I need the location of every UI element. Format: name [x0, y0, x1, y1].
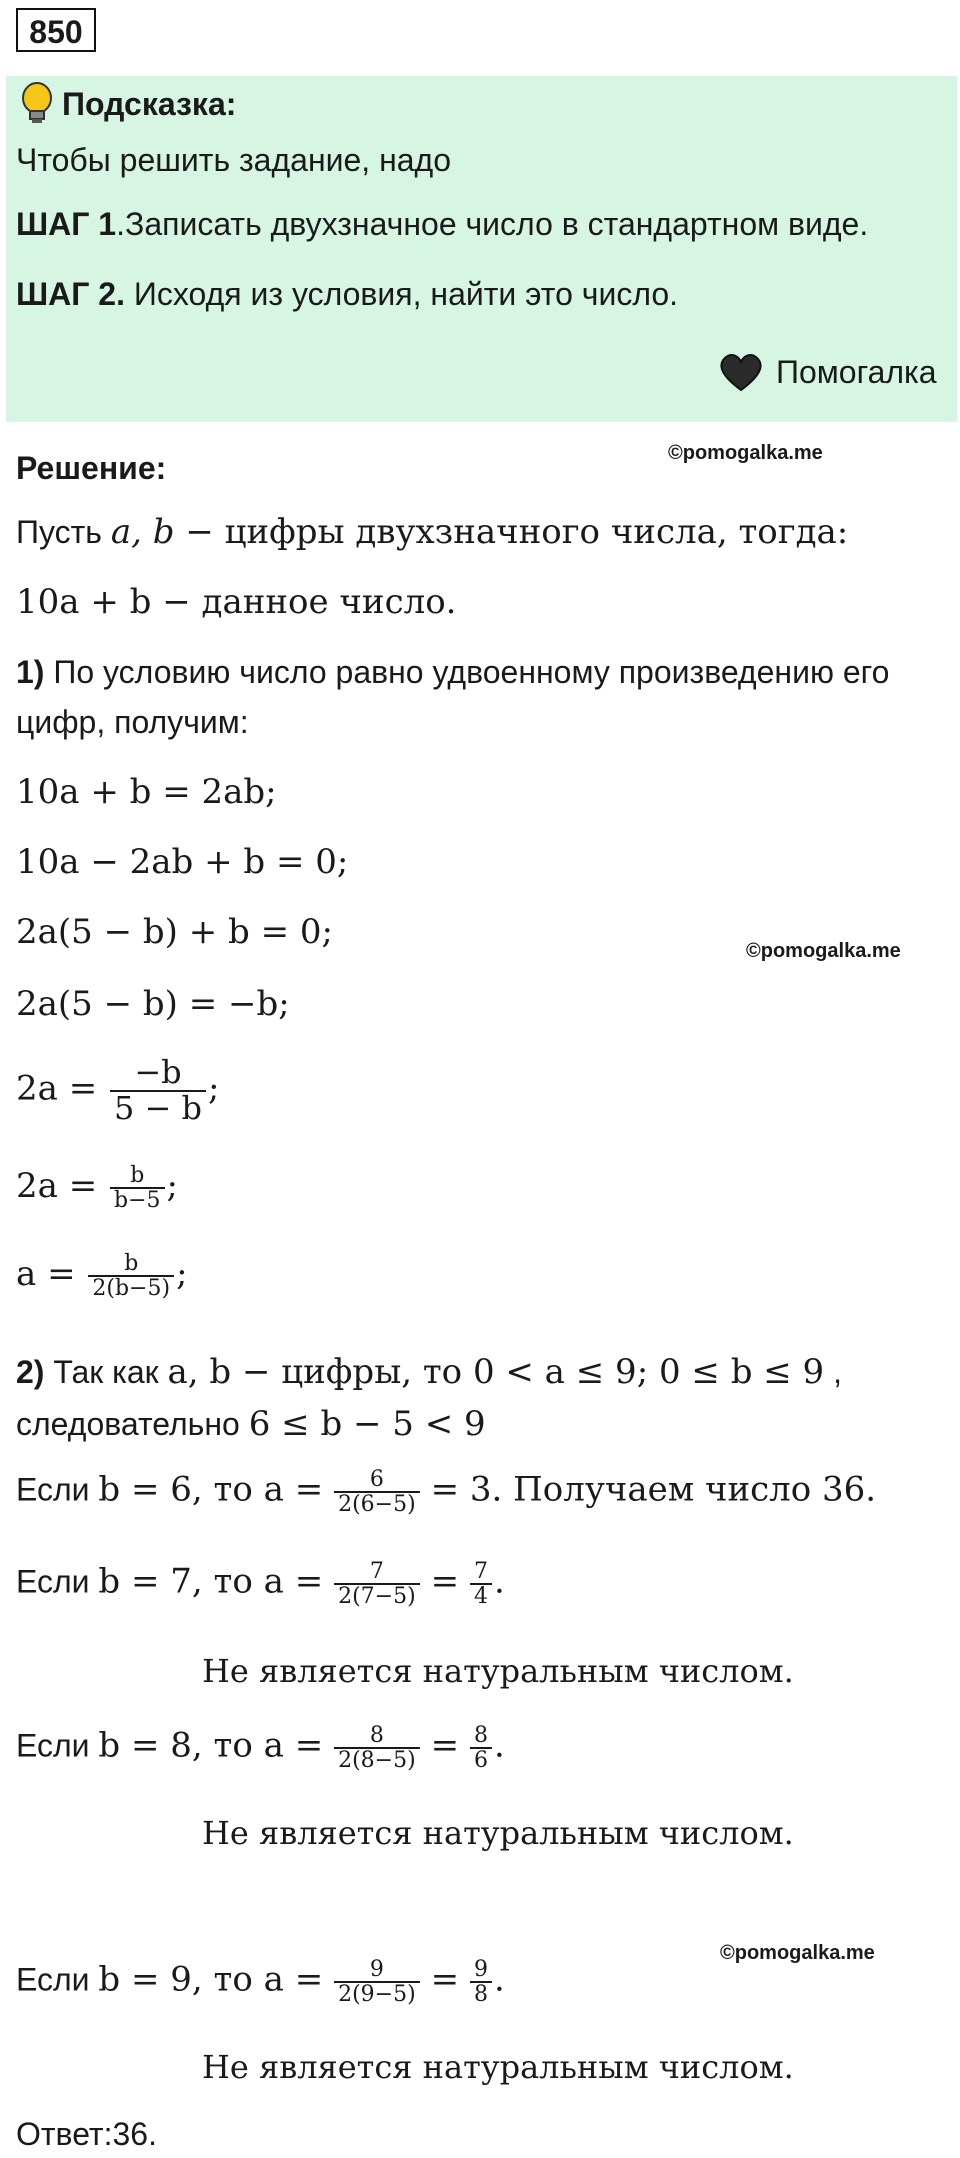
line2-math: 10a + b: [16, 582, 152, 622]
equation-5: 2a = $\frac{-b}{5 - b}$ ;: [16, 1053, 220, 1127]
line1-vars: a, b: [110, 512, 175, 552]
case-7-note: Не является натуральным числом.: [202, 1652, 794, 1690]
part-2-math: a, b − цифры, то 0 < a ≤ 9; 0 ≤ b ≤ 9: [167, 1352, 825, 1392]
equation-7: a = $\frac{b}{2(b-5)}$ ;: [16, 1251, 188, 1302]
part-2-line-2: [16, 1404, 486, 1444]
eq5-fraction: $\frac{-b}{5 - b}$: [110, 1056, 206, 1125]
step-1-text: .Записать двухзначное число в стандартном виде.: [116, 206, 869, 242]
part-2-sentence: Так как: [44, 1354, 168, 1390]
equation-2: 10a − 2ab + b = 0;: [16, 842, 349, 882]
solution-title: Решение:: [16, 450, 167, 486]
eq6-left: 2a =: [16, 1166, 98, 1207]
hint-panel: [6, 76, 957, 422]
part-1-sentence: По условию число равно удвоенному произведению его: [44, 654, 890, 690]
part-2-line2-text: следовательно: [16, 1406, 249, 1442]
eq7-fraction: $\frac{b}{2(b-5)}$: [88, 1252, 174, 1300]
equation-1: 10a + b = 2ab;: [16, 772, 277, 812]
answer: Ответ:36.: [16, 2116, 157, 2152]
case-8-note: Не является натуральным числом.: [202, 1814, 794, 1852]
watermark: ©pomogalka.me: [668, 442, 823, 464]
part-1-text-2: цифр, получим:: [16, 704, 249, 740]
case-7-fraction: $\frac{7}{2(7-5)}$: [334, 1560, 420, 1608]
case-6-fraction: $\frac{6}{2(6-5)}$: [334, 1468, 420, 1516]
case-8-fraction: $\frac{8}{2(8-5)}$: [334, 1724, 420, 1772]
part-1-label: 1): [16, 654, 45, 690]
case-b-8: Если b = 8, то a = $\frac{8}{2(8-5)}$ = $\frac{8}{6}$ .: [16, 1723, 505, 1774]
case-7-result: $\frac{7}{4}$: [470, 1560, 492, 1608]
case-b-9: Если b = 9, то a = $\frac{9}{2(9-5)}$ = $\frac{9}{8}$ .: [16, 1957, 505, 2008]
problem-number: 850: [16, 8, 96, 52]
line1-prefix: Пусть: [16, 514, 111, 550]
case-9-result: $\frac{9}{8}$: [470, 1958, 492, 2006]
step-2-text: Исходя из условия, найти это число.: [124, 276, 679, 312]
lightbulb-icon: [20, 82, 54, 131]
watermark-2: ©pomogalka.me: [746, 940, 901, 962]
equation-3: 2a(5 − b) + b = 0;: [16, 912, 333, 952]
heart-icon: [718, 352, 764, 397]
solution-line-1: [16, 512, 848, 552]
hint-step-1: [16, 206, 868, 243]
step-2-label: ШАГ 2.: [16, 276, 125, 312]
hint-step-2: [16, 276, 678, 313]
watermark-3: ©pomogalka.me: [720, 1942, 875, 1964]
equation-4: 2a(5 − b) = −b;: [16, 984, 290, 1024]
part-2-label: 2): [16, 1354, 45, 1390]
case-8-result: $\frac{8}{6}$: [470, 1724, 492, 1772]
step-1-label: ШАГ 1: [16, 206, 117, 242]
hint-intro: Чтобы решить задание, надо: [16, 142, 451, 178]
case-b-7: Если b = 7, то a = $\frac{7}{2(7-5)}$ = $\frac{7}{4}$ .: [16, 1559, 505, 1610]
eq5-left: 2a =: [16, 1068, 98, 1109]
case-9-note: Не является натуральным числом.: [202, 2048, 794, 2086]
eq6-fraction: $\frac{b}{b-5}$: [110, 1164, 165, 1212]
solution-line-2: [16, 582, 457, 622]
eq7-left: a =: [16, 1254, 76, 1295]
brand-label: Помогалка: [776, 354, 937, 390]
line1-rest: − цифры двухзначного числа, тогда:: [174, 512, 849, 552]
line2-rest: − данное число.: [151, 582, 457, 622]
case-9-fraction: $\frac{9}{2(9-5)}$: [334, 1958, 420, 2006]
case-b-6: Если b = 6, то a = $\frac{6}{2(6-5)}$ = 3. Получаем число 36.: [16, 1467, 877, 1518]
part-2-line2-math: 6 ≤ b − 5 < 9: [248, 1404, 486, 1444]
hint-title: Подсказка:: [62, 86, 237, 122]
part-1-text: [16, 654, 889, 691]
equation-6: 2a = $\frac{b}{b-5}$ ;: [16, 1163, 178, 1214]
part-2-text: 2) Так как a, b − цифры, то 0 < a ≤ 9; 0 ≤ b ≤ 9 ,: [16, 1352, 842, 1392]
